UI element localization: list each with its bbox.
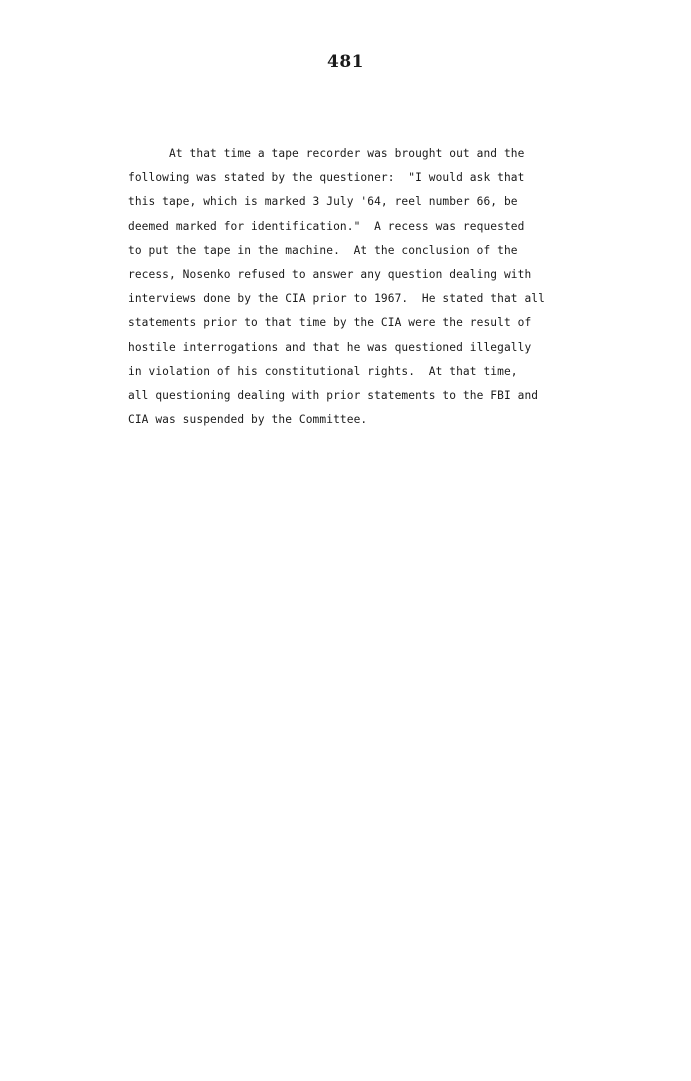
text-line: this tape, which is marked 3 July '64, reel number 66, be <box>128 195 518 209</box>
text-line: to put the tape in the machine. At the conclusion of the <box>128 243 518 257</box>
text-line: all questioning dealing with prior statements to the FBI and <box>128 388 539 402</box>
text-line: recess, Nosenko refused to answer any question dealing with <box>128 267 532 281</box>
text-line: interviews done by the CIA prior to 1967. He stated that all <box>128 292 545 306</box>
text-line: At that time a tape recorder was brought out and the <box>128 147 525 160</box>
page-number: 481 <box>327 52 364 72</box>
text-line: CIA was suspended by the Committee. <box>128 413 368 427</box>
text-line: deemed marked for identification." A recess was requested <box>128 219 525 233</box>
text-line: in violation of his constitutional rights. At that time, <box>128 364 518 378</box>
body-paragraph <box>128 142 608 432</box>
text-line: following was stated by the questioner: "I would ask that <box>128 171 525 185</box>
text-line: statements prior to that time by the CIA were the result of <box>128 316 532 330</box>
text-line: hostile interrogations and that he was questioned illegally <box>128 340 532 354</box>
